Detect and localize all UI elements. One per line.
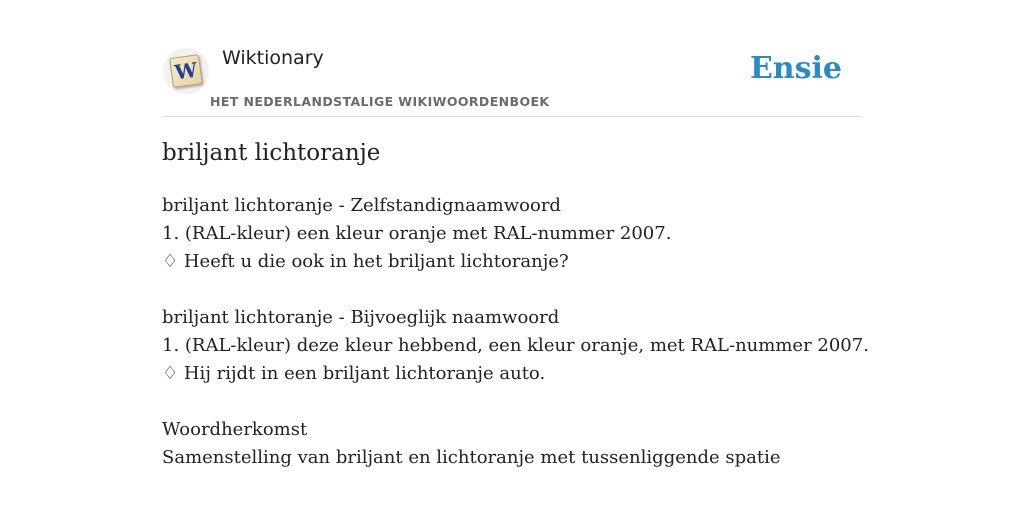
site-name[interactable]: Wiktionary xyxy=(222,47,324,69)
definition-adjective: 1. (RAL-kleur) deze kleur hebbend, een kleur oranje, met RAL-nummer 2007. xyxy=(162,335,869,356)
logo-tile xyxy=(169,54,203,88)
section-heading-noun: briljant lichtoranje - Zelfstandignaamwoord xyxy=(162,195,561,216)
etymology-heading: Woordherkomst xyxy=(162,419,308,440)
ensie-brand-logo[interactable]: Ensie xyxy=(749,51,842,86)
site-header xyxy=(162,44,862,117)
site-tagline: HET NEDERLANDSTALIGE WIKIWOORDENBOEK xyxy=(210,94,550,109)
section-spacer xyxy=(162,276,922,304)
page-title: briljant lichtoranje xyxy=(162,140,381,166)
example-adjective: ♢ Hij rijdt in een briljant lichtoranje auto. xyxy=(162,363,546,384)
section-spacer xyxy=(162,388,922,416)
wiktionary-logo-icon[interactable] xyxy=(163,48,209,94)
definition-noun: 1. (RAL-kleur) een kleur oranje met RAL-nummer 2007. xyxy=(162,223,672,244)
section-heading-adjective: briljant lichtoranje - Bijvoeglijk naamwoord xyxy=(162,307,560,328)
logo-letter: W xyxy=(173,57,199,85)
entry-content xyxy=(162,192,922,472)
etymology-text: Samenstelling van briljant en lichtoranje met tussenliggende spatie xyxy=(162,447,781,468)
example-noun: ♢ Heeft u die ook in het briljant lichtoranje? xyxy=(162,251,569,272)
